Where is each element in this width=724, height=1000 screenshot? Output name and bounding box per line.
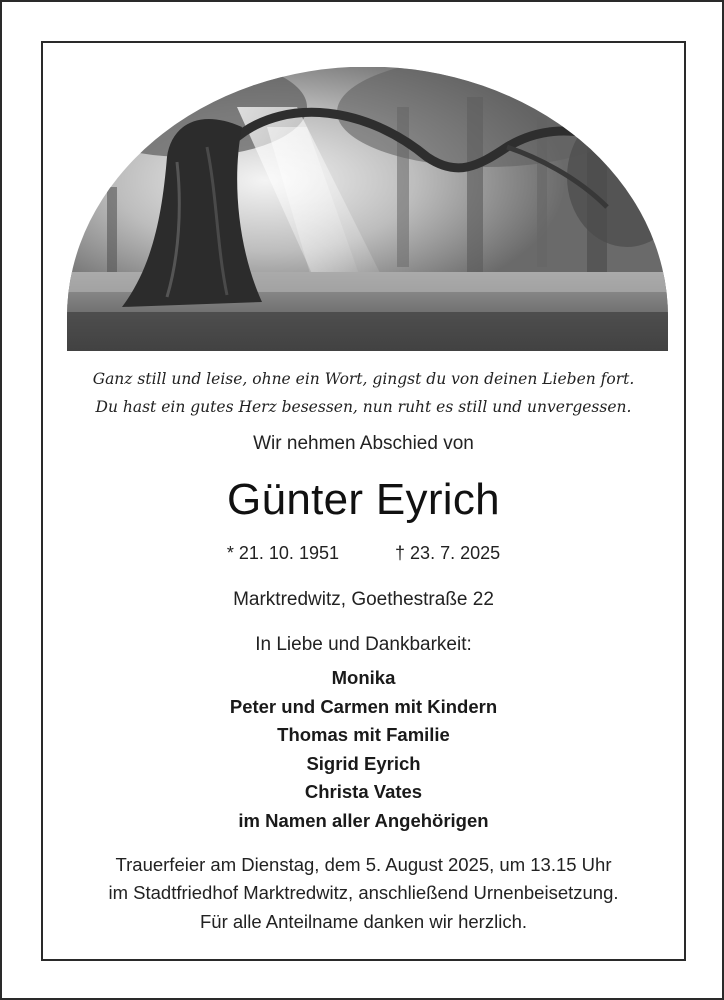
intro-text: Wir nehmen Abschied von (253, 433, 474, 454)
death-symbol: † (395, 543, 406, 563)
service-line-2: im Stadtfriedhof Marktredwitz, anschließend Urnenbeisetzung. (108, 882, 619, 903)
mourner-name: Thomas mit Familie (277, 724, 450, 746)
birth-date: 21. 10. 1951 (238, 543, 339, 563)
thanks-line: Für alle Anteilname danken wir herzlich. (200, 911, 527, 932)
birth-symbol: * (226, 543, 234, 563)
mourner-name: im Namen aller Angehörigen (238, 809, 489, 831)
service-info (43, 851, 684, 907)
obituary-frame (41, 41, 686, 961)
tree-photo (67, 67, 668, 351)
deceased-name: Günter Eyrich (227, 475, 500, 524)
poem (43, 365, 684, 421)
dank-line: In Liebe und Dankbarkeit: (255, 634, 472, 655)
mourner-name: Monika (331, 667, 396, 688)
mourner-name: Christa Vates (304, 781, 423, 803)
address: Marktredwitz, Goethestraße 22 (233, 589, 494, 610)
service-line-1: Trauerfeier am Dienstag, dem 5. August 2025, um 13.15 Uhr (115, 854, 612, 875)
mourner-name: Sigrid Eyrich (306, 752, 421, 774)
death-date: 23. 7. 2025 (410, 543, 501, 563)
poem-line-1: Ganz still und leise, ohne ein Wort, gingst du von deinen Lieben fort. (92, 370, 635, 388)
life-dates (43, 543, 684, 564)
tree-photo-illustration (67, 67, 668, 351)
mourners-list (43, 664, 684, 836)
poem-line-2: Du hast ein gutes Herz besessen, nun ruht es still und unvergessen. (95, 398, 632, 416)
mourner-name: Peter und Carmen mit Kindern (229, 695, 498, 717)
